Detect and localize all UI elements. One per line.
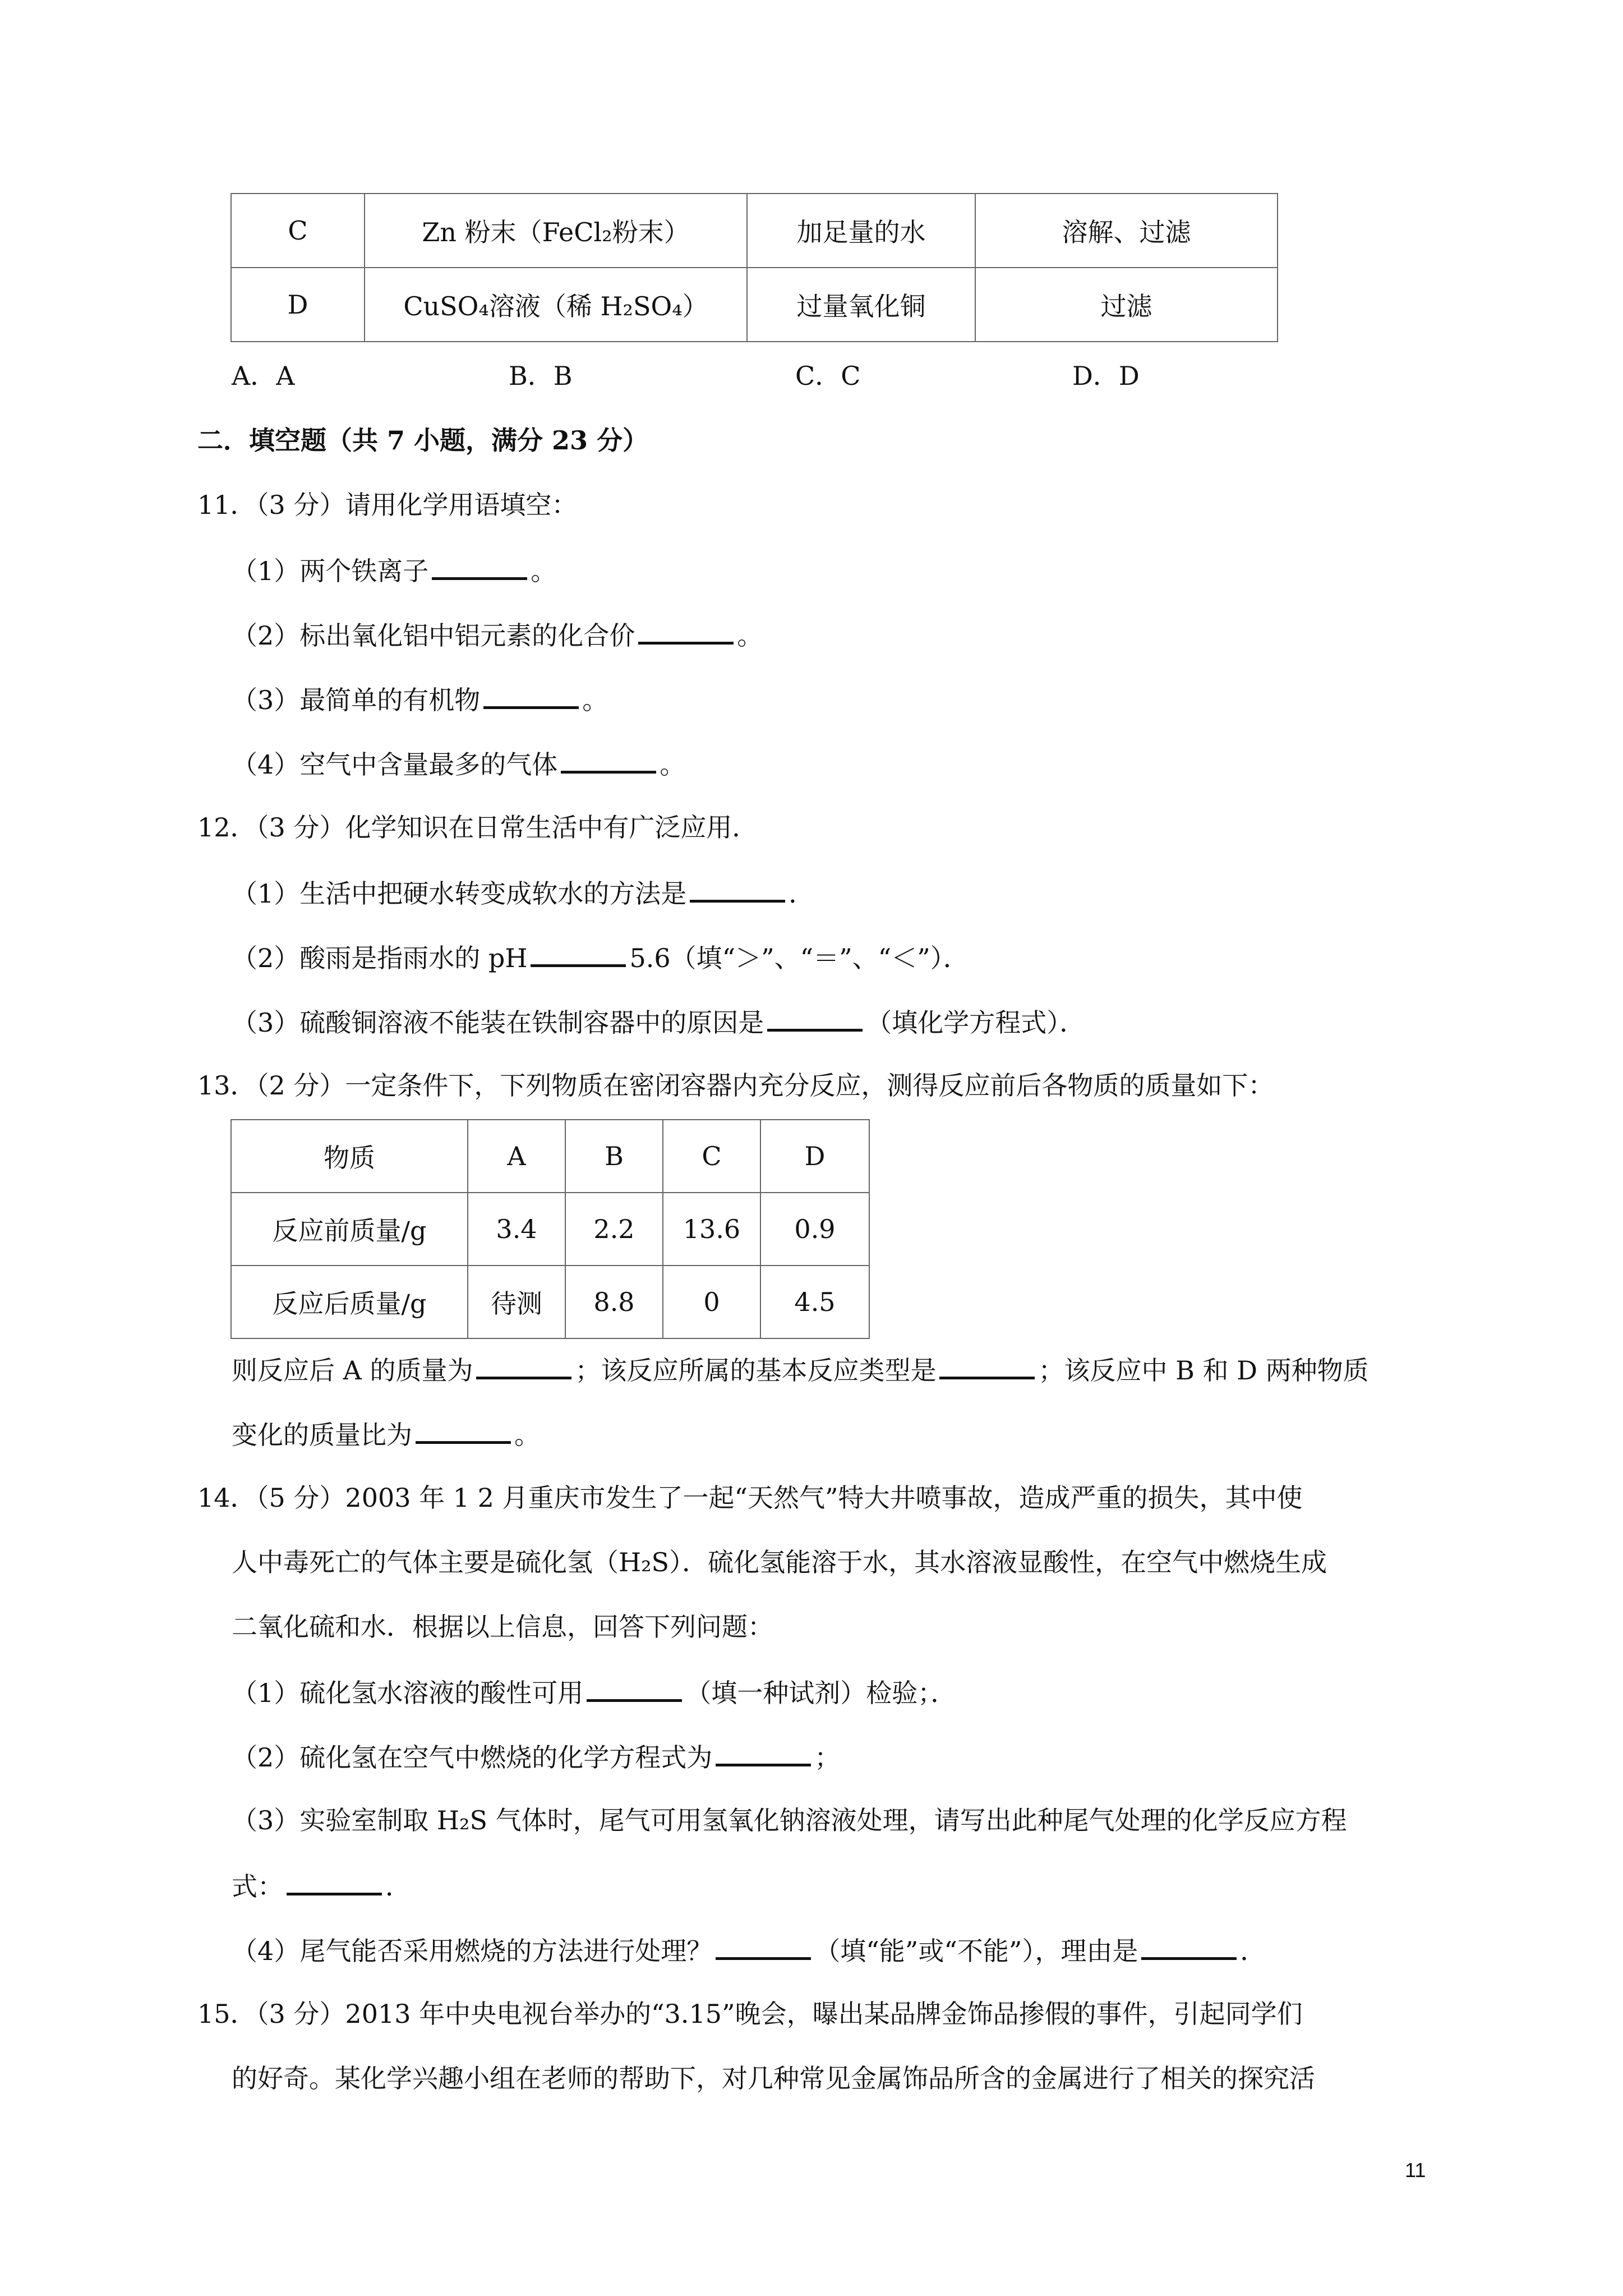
table-cell: 0 [663,1266,760,1338]
reagent-table [230,193,1278,342]
q14-line-1: 14．（5 分）2003 年 1 2 月重庆市发生了一起“天然气”特大井喷事故，造成严重的损失，其中使 [197,1483,1303,1513]
answer-blank[interactable] [587,1674,682,1702]
table-cell: 0.9 [760,1193,869,1266]
item-text: （填“能”或“不能”），理由是 [814,1936,1138,1966]
table-cell: C [663,1120,760,1193]
q15-line-2: 的好奇。某化学兴趣小组在老师的帮助下，对几种常见金属饰品所含的金属进行了相关的探究活 [232,2063,1315,2093]
table-cell: D [760,1120,869,1193]
table-cell: 3.4 [468,1193,565,1266]
answer-blank[interactable] [939,1352,1035,1379]
table-cell: 13.6 [663,1193,760,1266]
item-text: （3）最简单的有机物 [232,685,481,715]
q14-line-2: 人中毒死亡的气体主要是硫化氢（H₂S）．硫化氢能溶于水，其水溶液显酸性，在空气中燃烧生成 [232,1547,1327,1577]
table-cell: CuSO₄溶液（稀 H₂SO₄） [365,268,747,342]
item-text: （2）标出氧化铝中铝元素的化合价 [232,620,635,651]
answer-blank[interactable] [716,1932,811,1960]
table-cell: D [231,268,365,342]
table-cell: C [231,194,365,268]
table-row [231,1193,869,1266]
item-text: （4）空气中含量最多的气体 [232,749,558,780]
q14-item-3-cont [232,1868,411,1903]
option-c: C．C [795,361,861,391]
q14-item-3: （3）实验室制取 H₂S 气体时，尾气可用氢氧化钠溶液处理，请写出此种尾气处理的化学反应方程 [232,1805,1347,1835]
item-text: 。 [531,556,557,586]
answer-blank[interactable] [476,1352,571,1379]
table-row [231,1266,869,1338]
item-text: 变化的质量比为 [232,1420,412,1450]
item-text: （1）硫化氢水溶液的酸性可用 [232,1678,584,1708]
item-text: 5.6（填“＞”、“＝”、“＜”）． [629,943,969,973]
table-row [231,1120,869,1193]
item-text: （4）尾气能否采用燃烧的方法进行处理？ [232,1936,713,1966]
section-heading: 二．填空题（共 7 小题，满分 23 分） [197,425,649,455]
table-row [231,194,1278,268]
q13-line-1 [232,1352,1369,1387]
item-text: 。 [660,749,686,780]
answer-blank[interactable] [287,1868,382,1895]
table-row [231,268,1278,342]
q11-item-4 [232,746,685,781]
table-cell: B [565,1120,663,1193]
item-text: （1）生活中把硬水转变成软水的方法是 [232,878,687,909]
option-a: A．A [232,361,295,391]
item-text: ． [789,878,815,909]
answer-blank[interactable] [716,1739,811,1766]
table-cell: 2.2 [565,1193,663,1266]
table-cell: 物质 [231,1120,468,1193]
item-text: （1）两个铁离子 [232,556,429,586]
item-text: （填化学方程式）． [866,1007,1086,1038]
answer-blank[interactable] [638,617,734,645]
answer-blank[interactable] [690,875,785,903]
q12-item-3 [232,1004,1085,1039]
q14-item-2 [232,1739,840,1774]
item-text: 式： [232,1871,283,1902]
option-d: D．D [1072,361,1140,391]
q14-item-1 [232,1674,956,1710]
answer-blank[interactable] [416,1416,511,1444]
item-text: ； [814,1742,841,1773]
item-text: （3）硫酸铜溶液不能装在铁制容器中的原因是 [232,1007,764,1038]
answer-blank[interactable] [531,940,626,967]
item-text: 。 [582,685,608,715]
mass-table [230,1119,870,1339]
q12-item-2 [232,940,969,975]
table-cell: 溶解、过滤 [975,194,1278,268]
answer-blank[interactable] [432,553,527,580]
q12-stem: 12．（3 分）化学知识在日常生活中有广泛应用． [197,812,758,843]
item-text: ． [1240,1936,1266,1966]
table-cell: Zn 粉末（FeCl₂粉末） [365,194,747,268]
item-text: ；该反应中 B 和 D 两种物质 [1038,1355,1369,1386]
answer-blank[interactable] [561,746,656,774]
table-cell: 8.8 [565,1266,663,1338]
q11-item-1 [232,553,556,588]
q11-item-2 [232,617,763,652]
item-text: ；该反应所属的基本反应类型是 [575,1355,937,1386]
table-cell: 过量氧化铜 [747,268,975,342]
item-text: 。 [737,620,763,651]
answer-blank[interactable] [1141,1932,1237,1960]
q14-line-3: 二氧化硫和水．根据以上信息，回答下列问题： [232,1612,773,1642]
q11-stem: 11．（3 分）请用化学用语填空： [197,490,578,520]
item-text: （2）硫化氢在空气中燃烧的化学方程式为 [232,1742,713,1773]
page-number: 11 [1405,2159,1426,2182]
table-cell: 待测 [468,1266,565,1338]
table-cell: 反应前质量/g [231,1193,468,1266]
answer-blank[interactable] [767,1004,863,1032]
q12-item-1 [232,875,814,910]
option-b: B．B [509,361,573,391]
q11-item-3 [232,682,608,717]
q15-line-1: 15．（3 分）2013 年中央电视台举办的“3.15”晚会，曝出某品牌金饰品掺假的事件，引起同学们 [197,1999,1303,2029]
q14-item-4 [232,1932,1266,1968]
table-cell: 反应后质量/g [231,1266,468,1338]
table-cell: 加足量的水 [747,194,975,268]
item-text: 则反应后 A 的质量为 [232,1355,473,1386]
item-text: （2）酸雨是指雨水的 pH [232,943,528,973]
table-cell: 4.5 [760,1266,869,1338]
table-cell: A [468,1120,565,1193]
q13-stem: 13．（2 分）一定条件下，下列物质在密闭容器内充分反应，测得反应前后各物质的质量如下： [197,1070,1274,1101]
answer-blank[interactable] [483,682,579,709]
item-text: （填一种试剂）检验；． [685,1678,957,1708]
item-text: ． [385,1871,411,1902]
item-text: 。 [514,1420,540,1450]
table-cell: 过滤 [975,268,1278,342]
q13-line-2 [232,1416,540,1452]
